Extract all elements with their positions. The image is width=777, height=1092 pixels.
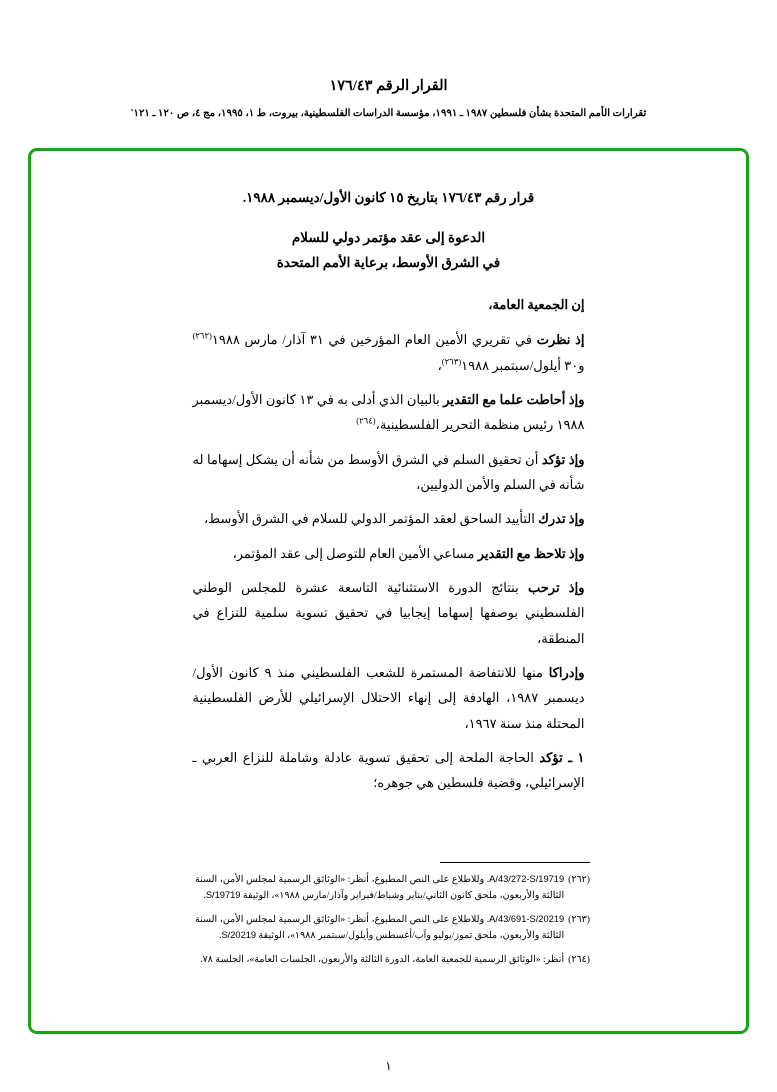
resolution-heading: قرار رقم ١٧٦/٤٣ بتاريخ ١٥ كانون الأول/ديسمبر ١٩٨٨. bbox=[242, 190, 535, 205]
paragraph-lead: وإذ تدرك bbox=[538, 511, 585, 527]
footnote-number: (٢٦٣) bbox=[568, 913, 590, 925]
resolution-body bbox=[193, 292, 585, 796]
resolution-subject-line-1: الدعوة إلى عقد مؤتمر دولي للسلام bbox=[291, 229, 486, 245]
page-number: ١ bbox=[385, 1059, 392, 1073]
paragraph-welcoming-session bbox=[193, 575, 585, 651]
paragraph-aware-support bbox=[193, 506, 585, 531]
footnote-number: (٢٦٢) bbox=[568, 873, 590, 885]
footnote-ref-262: (٢٦٢) bbox=[192, 330, 212, 341]
footnote-text bbox=[195, 912, 564, 945]
footnote-text bbox=[195, 952, 564, 969]
footnote-body: أنظر: «الوثائق الرسمية للجمعية العامة، الدورة الثالثة والأربعون، الجلسات العامة»، الجلسة ٧٨. bbox=[200, 953, 565, 965]
paragraph-text: أن تحقيق السلم في الشرق الأوسط من شأنه أن يشكل إسهاما له شأنه في السلم والأمن الدوليين، bbox=[192, 451, 585, 492]
paragraph-preamble-opening bbox=[193, 292, 585, 317]
paragraph-text-3: ، bbox=[437, 357, 442, 373]
paragraph-lead: وإدراكا bbox=[548, 665, 585, 681]
content-frame-inner bbox=[31, 151, 746, 1031]
paragraph-text: التأييد الساحق لعقد المؤتمر الدولي للسلام في الشرق الأوسط، bbox=[203, 511, 539, 527]
footnote-item bbox=[195, 872, 590, 905]
paragraph-noting-statement bbox=[193, 387, 585, 438]
footnote-body-end: . bbox=[203, 890, 206, 901]
footnote-body: . وللاطلاع على النص المطبوع، أنظر: «الوثائق الرسمية لمجلس الأمن، السنة الثالثة والأربعون، ملحق تموز/يوليو وآب/أغسطس وأيلول/سبتمبر ١٩٨٨»، الوثيقة bbox=[195, 913, 565, 941]
paragraph-text-2: و٣٠ أيلول/سبتمبر ١٩٨٨ bbox=[461, 357, 585, 373]
footnote-document-symbol: A/43/272-S/19719 bbox=[489, 873, 565, 884]
footnote-text bbox=[195, 872, 564, 905]
footnote-body-end: . bbox=[219, 930, 222, 941]
footnote-document-symbol-2: S/20219 bbox=[221, 930, 257, 940]
footnote-document-symbol: A/43/691-S/20219 bbox=[489, 913, 565, 924]
paragraph-lead: ١ ـ تؤكد bbox=[539, 750, 585, 766]
footnote-separator bbox=[440, 862, 590, 863]
footnote-document-symbol-2: S/19719 bbox=[205, 890, 241, 900]
footnote-ref-264: (٢٦٤) bbox=[356, 415, 376, 426]
paragraph-text: منها للانتفاضة المستمرة للشعب الفلسطيني منذ ٩ كانون الأول/ديسمبر ١٩٨٧، الهادفة إلى إنهاء الاحتلال الإسرائيلي للأرض الفلسطينية المحتلة منذ سنة ١٩٦٧، bbox=[192, 665, 585, 731]
paragraph-noting-efforts bbox=[193, 541, 585, 566]
paragraph-lead: وإذ تؤكد bbox=[541, 451, 585, 467]
footnote-item bbox=[195, 952, 590, 969]
resolution-subject-line-2: في الشرق الأوسط، برعاية الأمم المتحدة bbox=[276, 255, 501, 271]
paragraph-text: الحاجة الملحة إلى تحقيق تسوية عادلة وشاملة للنزاع العربي ـ الإسرائيلي، وقضية فلسطين هي جوهره؛ bbox=[192, 750, 585, 791]
paragraph-affirming-peace bbox=[193, 447, 585, 498]
paragraph-operative-1 bbox=[193, 745, 585, 796]
paragraph-text: في تقريري الأمين العام المؤرخين في ٣١ آذار/ مارس ١٩٨٨ bbox=[211, 332, 537, 348]
source-citation: ثقرارات الأمم المتحدة بشأن فلسطين ١٩٨٧ ـ ١٩٩١، مؤسسة الدراسات الفلسطينية، بيروت، ط ١، ١٩٩٥، مج ٤، ص ١٢٠ ـ ١٢١' bbox=[130, 108, 647, 120]
paragraph-lead: إن الجمعية العامة، bbox=[488, 296, 585, 312]
paragraph-conscious-intifada bbox=[193, 660, 585, 736]
footnote-number: (٢٦٤) bbox=[568, 953, 590, 965]
paragraph-considering-reports bbox=[193, 327, 585, 378]
footnotes-section bbox=[67, 862, 710, 976]
footnote-list bbox=[195, 872, 590, 969]
paragraph-lead: إذ نظرت bbox=[536, 332, 585, 348]
footnote-body: . وللاطلاع على النص المطبوع، أنظر: «الوثائق الرسمية لمجلس الأمن، السنة الثالثة والأربعون، ملحق كانون الثاني/يناير وشباط/فبراير وآذار/مارس ١٩٨٨»، الوثيقة bbox=[195, 873, 565, 901]
paragraph-text: بالبيان الذي أدلى به في ١٣ كانون الأول/ديسمبر ١٩٨٨ رئيس منظمة التحرير الفلسطينية، bbox=[192, 391, 585, 433]
paragraph-lead: وإذ أحاطت علما مع التقدير bbox=[443, 391, 585, 407]
content-frame bbox=[28, 148, 749, 1034]
paragraph-lead: وإذ تلاحظ مع التقدير bbox=[477, 545, 585, 561]
resolution-subject bbox=[67, 225, 710, 276]
paragraph-text: مساعي الأمين العام للتوصل إلى عقد المؤتمر، bbox=[232, 545, 478, 561]
footnote-ref-263: (٢٦٣) bbox=[441, 356, 462, 367]
paragraph-lead: وإذ ترحب bbox=[527, 580, 585, 596]
paragraph-text: بنتائج الدورة الاستثنائية التاسعة عشرة للمجلس الوطني الفلسطيني بوصفها إسهاما إيجابيا في تحقيق تسوية سلمية للنزاع في المنطقة، bbox=[192, 580, 585, 646]
footnote-item bbox=[195, 912, 590, 945]
document-header bbox=[0, 0, 777, 121]
page-title: القرار الرقم ١٧٦/٤٣ bbox=[329, 78, 448, 94]
